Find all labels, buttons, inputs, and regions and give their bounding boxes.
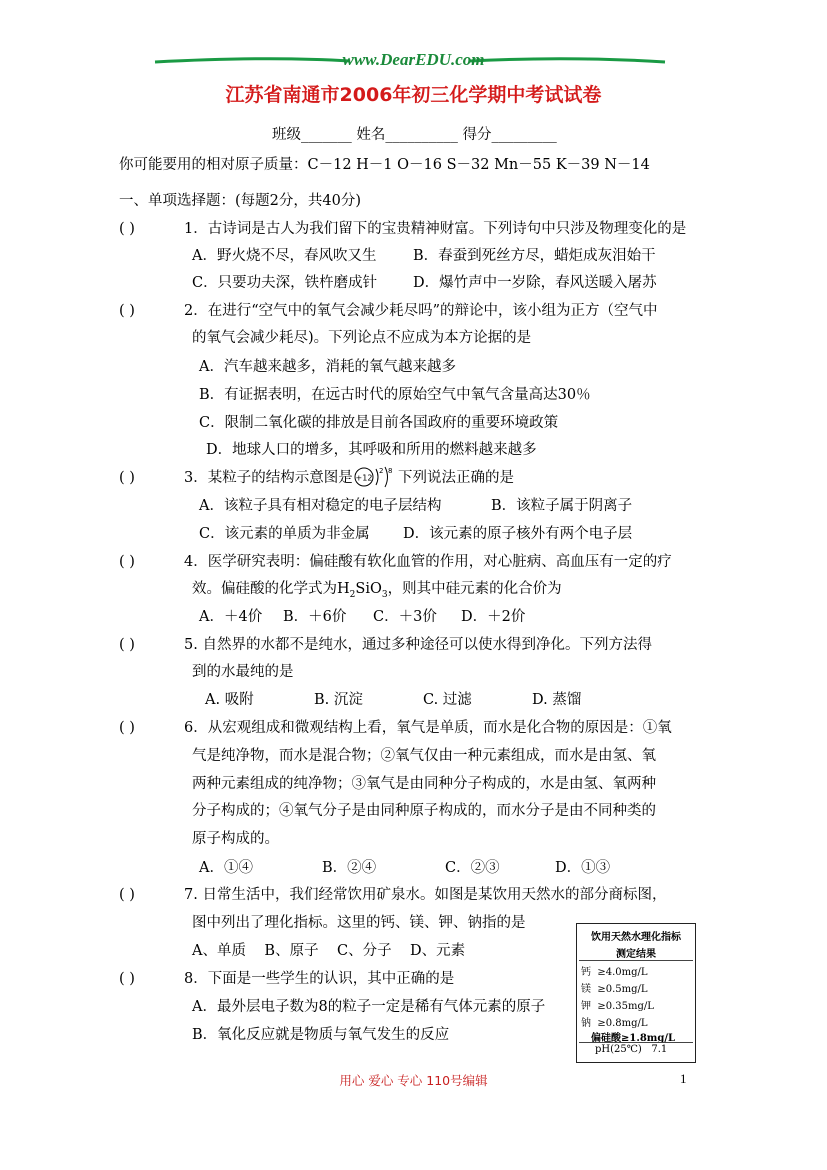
option-a: A. 吸附 — [205, 692, 254, 708]
question-1 — [119, 219, 686, 239]
question-stem: 5. 自然界的水都不是纯水，通过多种途径可以使水得到净化。下列方法得 — [184, 637, 652, 653]
formula-text: 效。偏硅酸的化学式为H — [192, 581, 350, 597]
label-divider — [579, 960, 693, 961]
question-stem: 1．古诗词是古人为我们留下的宝贵精神财富。下列诗句中只涉及物理变化的是 — [184, 221, 687, 237]
option-d: D. 蒸馏 — [532, 692, 582, 708]
option-c: C．＋3价 — [373, 609, 437, 625]
option-b: B. 沉淀 — [314, 692, 363, 708]
option-b: B．春蚕到死丝方尽，蜡炬成灰泪始干 — [413, 248, 656, 264]
shell-1-count: 2 — [379, 467, 384, 475]
atomic-masses: 你可能要用的相对原子质量：C－12 H－1 O－16 S－32 Mn－55 K－39 N－14 — [119, 157, 650, 173]
question-stem-cont: 到的水最纯的是 — [192, 664, 294, 680]
option-c: C. 过滤 — [423, 692, 472, 708]
answer-blank[interactable]: ( ) — [119, 303, 135, 319]
label-acid: 偏硅酸≥1.8mg/L — [591, 1033, 676, 1044]
option-a: A．汽车越来越多，消耗的氧气越来越多 — [199, 359, 456, 375]
mineral-name: 钠 — [581, 1018, 591, 1029]
formula-text: ，则其中硅元素的化合价为 — [387, 581, 562, 597]
option-a: A．野火烧不尽，春风吹又生 — [192, 248, 377, 264]
question-stem-cont: 气是纯净物，而水是混合物；②氧气仅由一种元素组成，而水是由氢、氧 — [192, 748, 656, 764]
footer-text: 用心 爱心 专心 110号编辑 — [339, 1073, 488, 1088]
question-stem: 6．从宏观组成和微观结构上看，氧气是单质，而水是化合物的原因是：①氧 — [184, 720, 672, 736]
section-heading: 一、单项选择题：(每题2分，共40分) — [119, 193, 361, 209]
question-8 — [119, 969, 454, 989]
option-a: A．①④ — [199, 860, 253, 876]
option-c: C．②③ — [445, 860, 500, 876]
question-stem: 2．在进行“空气中的氧气会减少耗尽吗”的辩论中，该小组为正方（空气中 — [184, 303, 658, 319]
option-d: D．爆竹声中一岁除，春风送暖入屠苏 — [413, 275, 657, 291]
site-url: www.DearEDU.com — [342, 50, 485, 69]
question-3 — [119, 468, 353, 488]
option-d: D．＋2价 — [461, 609, 526, 625]
label-row — [581, 997, 654, 1012]
question-5 — [119, 635, 652, 655]
label-row — [581, 980, 648, 995]
label-divider — [579, 1042, 693, 1043]
page-number: 1 — [680, 1071, 687, 1086]
answer-blank[interactable]: ( ) — [119, 887, 135, 903]
option-d: D．地球人口的增多，其呼吸和所用的燃料越来越多 — [206, 442, 537, 458]
mineral-value: ≥4.0mg/L — [597, 967, 648, 978]
option-c: C．限制二氧化碳的排放是目前各国政府的重要环境政策 — [199, 415, 559, 431]
question-2 — [119, 301, 658, 321]
formula-text: SiO — [355, 581, 382, 597]
mineral-name: 镁 — [581, 984, 591, 995]
student-info-line: 班级_______ 姓名__________ 得分_________ — [272, 127, 557, 143]
option-b: B．有证据表明，在远古时代的原始空气中氧气含量高达30％ — [199, 387, 591, 403]
answer-blank[interactable]: ( ) — [119, 637, 135, 653]
nucleus-charge: +12 — [355, 473, 373, 483]
subscript: 3 — [381, 589, 388, 600]
question-stem-cont: 原子构成的。 — [192, 831, 279, 847]
option-b: B．氧化反应就是物质与氧气发生的反应 — [192, 1027, 450, 1043]
question-stem-cont: 分子构成的；④氧气分子是由同种原子构成的，而水分子是由不同种类的 — [192, 803, 656, 819]
question-stem-cont: 下列说法正确的是 — [398, 470, 514, 486]
mineral-name: 钙 — [581, 967, 591, 978]
question-stem-cont — [192, 579, 562, 605]
label-row — [581, 963, 648, 978]
water-label-image — [576, 923, 696, 1063]
option-a: A．＋4价 — [199, 609, 263, 625]
question-stem-cont: 图中列出了理化指标。这里的钙、镁、钾、钠指的是 — [192, 915, 526, 931]
question-stem: 7. 日常生活中，我们经常饮用矿泉水。如图是某饮用天然水的部分商标图， — [184, 887, 667, 903]
answer-blank[interactable]: ( ) — [119, 221, 135, 237]
answer-blank[interactable]: ( ) — [119, 470, 135, 486]
mineral-name: 钾 — [581, 1001, 591, 1012]
answer-blank[interactable]: ( ) — [119, 554, 135, 570]
subscript: 2 — [349, 589, 356, 600]
option-c: C．只要功夫深，铁杵磨成针 — [192, 275, 378, 291]
label-row — [581, 1014, 648, 1029]
mineral-value: ≥0.5mg/L — [597, 984, 648, 995]
atom-structure-diagram — [352, 464, 398, 490]
question-6 — [119, 718, 672, 738]
label-subtitle: 测定结果 — [616, 949, 656, 960]
answer-blank[interactable]: ( ) — [119, 971, 135, 987]
question-stem-cont: 两种元素组成的纯净物；③氧气是由同种分子构成的，水是由氢、氧两种 — [192, 776, 656, 792]
option-c: C．该元素的单质为非金属 — [199, 526, 370, 542]
answer-blank[interactable]: ( ) — [119, 720, 135, 736]
option-d: D．①③ — [555, 860, 611, 876]
option-b: B．②④ — [322, 860, 377, 876]
option-a: A．该粒子具有相对稳定的电子层结构 — [199, 498, 442, 514]
question-stem: 8．下面是一些学生的认识，其中正确的是 — [184, 971, 455, 987]
option-b: B．＋6价 — [283, 609, 347, 625]
label-ph: pH(25℃) 7.1 — [595, 1044, 668, 1055]
option-d: D．该元素的原子核外有两个电子层 — [403, 526, 633, 542]
question-stem: 4．医学研究表明：偏硅酸有软化血管的作用，对心脏病、高血压有一定的疗 — [184, 554, 672, 570]
label-title: 饮用天然水理化指标 — [591, 932, 681, 943]
question-7 — [119, 885, 666, 905]
mineral-value: ≥0.8mg/L — [597, 1018, 648, 1029]
option-b: B．该粒子属于阴离子 — [491, 498, 633, 514]
mineral-value: ≥0.35mg/L — [597, 1001, 654, 1012]
exam-title: 江苏省南通市2006年初三化学期中考试试卷 — [225, 84, 602, 106]
question-options: A、单质 B、原子 C、分子 D、元素 — [192, 943, 466, 959]
question-stem: 3．某粒子的结构示意图是 — [184, 470, 353, 486]
question-4 — [119, 552, 672, 572]
shell-2-count: 8 — [388, 467, 393, 475]
question-stem-cont: 的氧气会减少耗尽)。下列论点不应成为本方论据的是 — [192, 330, 532, 346]
option-a: A．最外层电子数为8的粒子一定是稀有气体元素的原子 — [192, 999, 546, 1015]
